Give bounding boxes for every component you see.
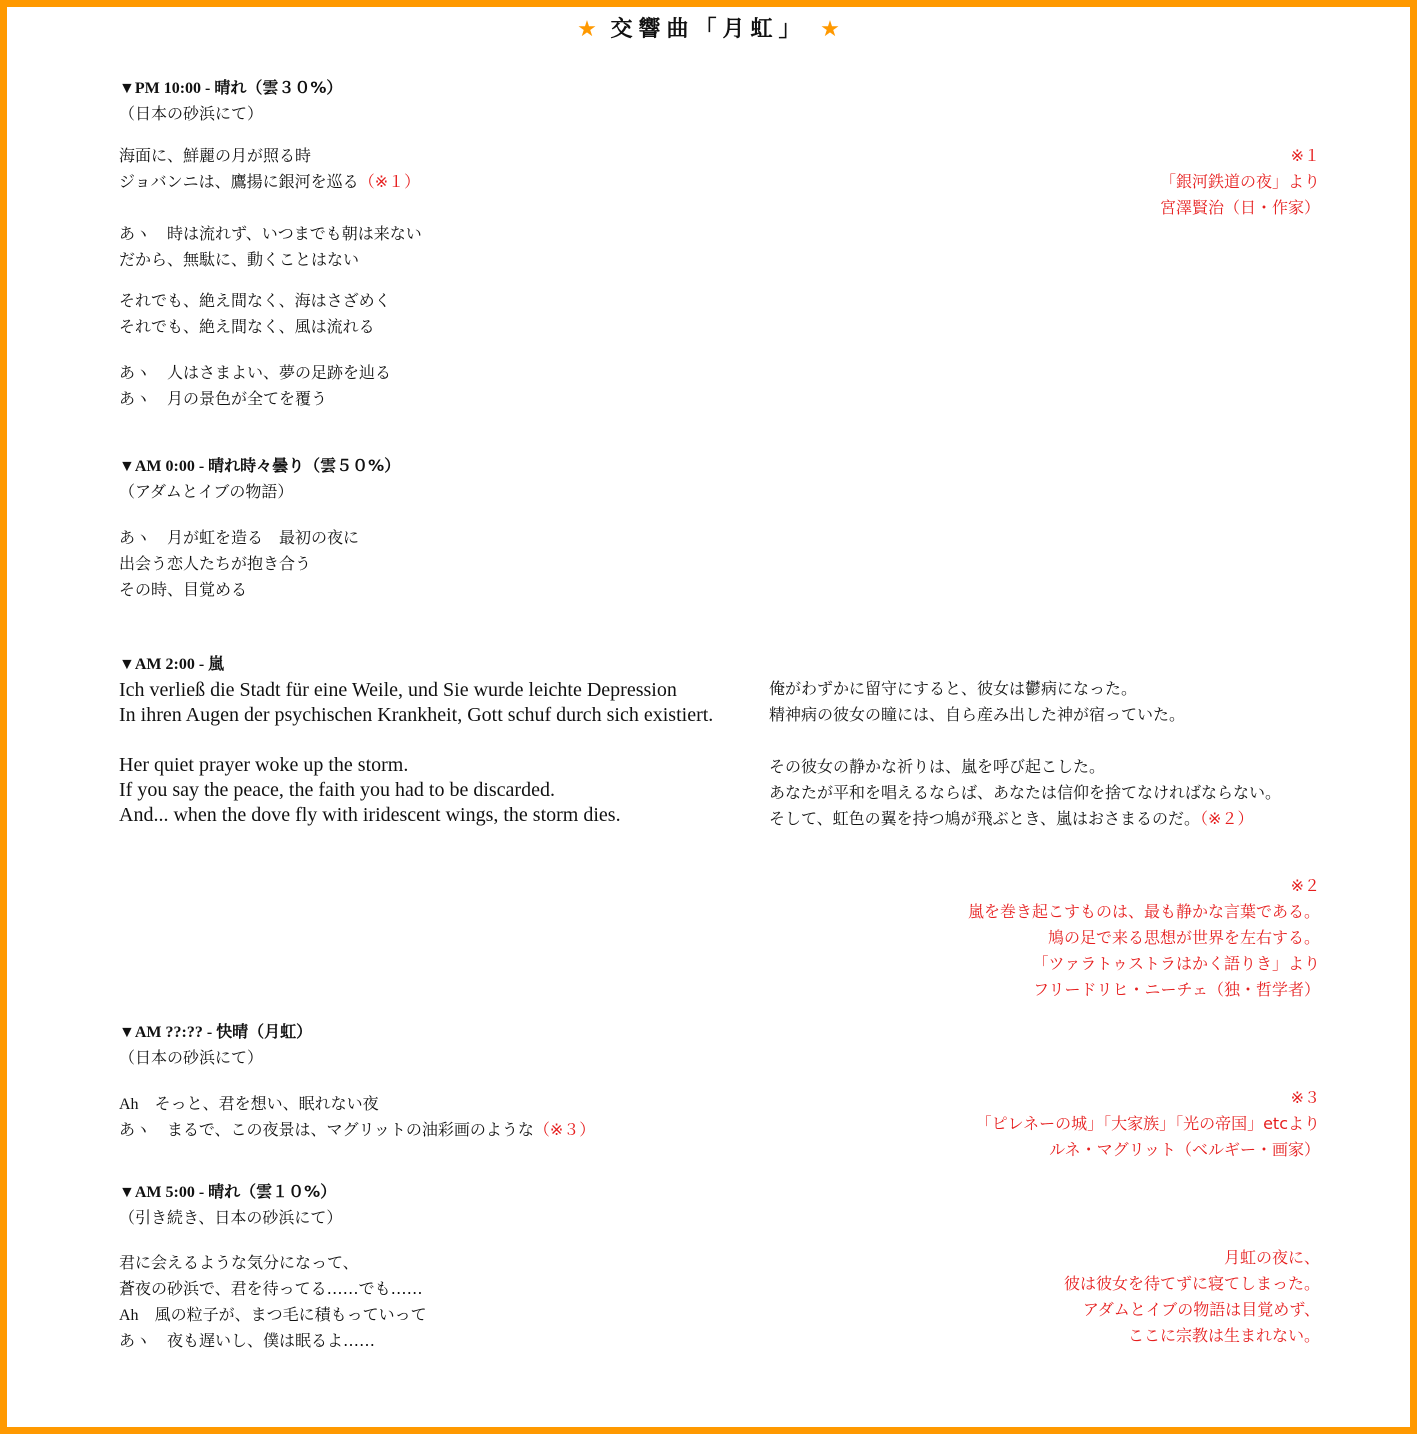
footnote-ref-2: （※２） — [1200, 809, 1254, 828]
footnote-line: ルネ・マグリット（ベルギー・画家） — [1049, 1140, 1320, 1159]
section-heading-am-200 — [119, 651, 224, 678]
translation-line: その彼女の静かな祈りは、嵐を呼び起こした。 — [769, 757, 1106, 776]
footnote-ref-3: （※３） — [533, 1120, 596, 1139]
lyric-text: そっと、君を想い、眠れない夜 — [138, 1094, 379, 1113]
epilogue-line: アダムとイブの物語は目覚めず、 — [1082, 1300, 1320, 1319]
section-weather: 晴れ時々曇り（雲５０%） — [208, 456, 401, 475]
epilogue-line: 月虹の夜に、 — [1223, 1248, 1320, 1267]
title-text: 交響曲「月虹」 — [610, 17, 807, 42]
english-line: Her quiet prayer woke up the storm. — [119, 754, 409, 776]
lyric-line: それでも、絶え間なく、海はさざめく — [119, 291, 391, 310]
translation-text: そして、虹色の翼を持つ鳩が飛ぶとき、嵐はおさまるのだ。 — [769, 809, 1201, 828]
section-weather: 晴れ（雲３０%） — [214, 78, 343, 97]
lyric-ah: Ah — [119, 1307, 139, 1324]
lyric-text: あヽ まるで、この夜景は、マグリットの油彩画のような — [119, 1120, 534, 1139]
german-line: Ich verließ die Stadt für eine Weile, und Sie wurde leichte Depression — [119, 679, 677, 701]
footnote-line: 鳩の足で来る思想が世界を左右する。 — [1047, 928, 1320, 947]
lyric-line — [119, 169, 420, 195]
translation-line: 俺がわずかに留守にすると、彼女は鬱病になった。 — [769, 679, 1138, 698]
section-heading-am-000 — [119, 453, 400, 480]
footnote-line: フリードリヒ・ニーチェ（独・哲学者） — [1033, 980, 1320, 999]
lyric-line: あヽ 時は流れず、いつまでも朝は来ない — [119, 224, 422, 243]
lyric-line: 君に会えるような気分になって、 — [119, 1253, 359, 1272]
star-icon-right: ★ — [820, 17, 840, 42]
footnote-line: 「ピレネーの城」「大家族」「光の帝国」etcより — [975, 1114, 1320, 1133]
lyric-line: あヽ 人はさまよい、夢の足跡を辿る — [119, 363, 392, 382]
footnote-3 — [976, 1085, 1320, 1163]
footnote-ref-1: （※１） — [358, 172, 421, 191]
section-weather: 快晴（月虹） — [216, 1022, 313, 1041]
lyric-line: あヽ 夜も遅いし、僕は眠るよ…… — [119, 1331, 376, 1350]
lyric-line: だから、無駄に、動くことはない — [119, 250, 360, 269]
section-place: （日本の砂浜にて） — [119, 1048, 264, 1067]
footnote-line: 宮澤賢治（日・作家） — [1159, 198, 1320, 217]
footnote-line: 「銀河鉄道の夜」より — [1159, 172, 1320, 191]
german-line: In ihren Augen der psychischen Krankheit, Gott schuf durch sich existiert. — [119, 704, 714, 726]
lyric-text: ジョバンニは、鷹揚に銀河を巡る — [119, 172, 359, 191]
section-time: ▼AM 0:00 - — [119, 458, 209, 475]
section-place: （アダムとイブの物語） — [119, 482, 294, 501]
section-place: （日本の砂浜にて） — [119, 104, 264, 123]
star-icon-left: ★ — [577, 17, 597, 42]
lyric-line — [119, 1091, 379, 1118]
section-weather: 嵐 — [208, 654, 225, 673]
section-time: ▼AM ??:?? - — [119, 1024, 217, 1041]
footnote-mark: ※３ — [1290, 1088, 1320, 1107]
lyric-line — [119, 1302, 427, 1329]
section-place: （引き続き、日本の砂浜にて） — [119, 1208, 343, 1227]
section-heading-am-500 — [119, 1179, 336, 1206]
lyric-line: 海面に、鮮麗の月が照る時 — [119, 146, 312, 165]
footnote-1 — [1160, 143, 1320, 221]
epilogue-note — [1064, 1245, 1320, 1349]
lyric-line — [119, 1117, 595, 1143]
lyric-line: 出会う恋人たちが抱き合う — [119, 554, 312, 573]
section-time: ▼AM 2:00 - — [119, 656, 209, 673]
footnote-line: 「ツァラトゥストラはかく語りき」より — [1032, 954, 1320, 973]
section-heading-am-unknown — [119, 1019, 312, 1046]
footnote-line: 嵐を巻き起こすものは、最も静かな言葉である。 — [967, 902, 1320, 921]
lyric-line: その時、目覚める — [119, 580, 248, 599]
translation-line: あなたが平和を唱えるならば、あなたは信仰を捨てなければならない。 — [769, 783, 1282, 802]
epilogue-line: 彼は彼女を待てずに寝てしまった。 — [1063, 1274, 1320, 1293]
translation-line — [769, 806, 1253, 832]
lyric-line: あヽ 月の景色が全てを覆う — [119, 389, 328, 408]
lyric-line: 蒼夜の砂浜で、君を待ってる……でも…… — [119, 1279, 423, 1298]
footnote-2 — [968, 873, 1320, 1003]
lyric-ah: Ah — [119, 1096, 139, 1113]
page-title — [0, 12, 1417, 43]
lyric-line: あヽ 月が虹を造る 最初の夜に — [119, 528, 360, 547]
section-weather: 晴れ（雲１０%） — [208, 1182, 337, 1201]
section-time: ▼PM 10:00 - — [119, 80, 215, 97]
english-line: If you say the peace, the faith you had to be discarded. — [119, 779, 555, 801]
section-heading-pm-1000 — [119, 75, 342, 102]
lyric-line: それでも、絶え間なく、風は流れる — [119, 317, 375, 336]
translation-line: 精神病の彼女の瞳には、自ら産み出した神が宿っていた。 — [769, 705, 1186, 724]
lyric-text: 風の粒子が、まつ毛に積もっていって — [138, 1305, 427, 1324]
english-line: And... when the dove fly with iridescent wings, the storm dies. — [119, 804, 621, 826]
footnote-mark: ※２ — [1290, 876, 1320, 895]
section-time: ▼AM 5:00 - — [119, 1184, 209, 1201]
epilogue-line: ここに宗教は生まれない。 — [1127, 1326, 1320, 1345]
footnote-mark: ※１ — [1290, 146, 1320, 165]
